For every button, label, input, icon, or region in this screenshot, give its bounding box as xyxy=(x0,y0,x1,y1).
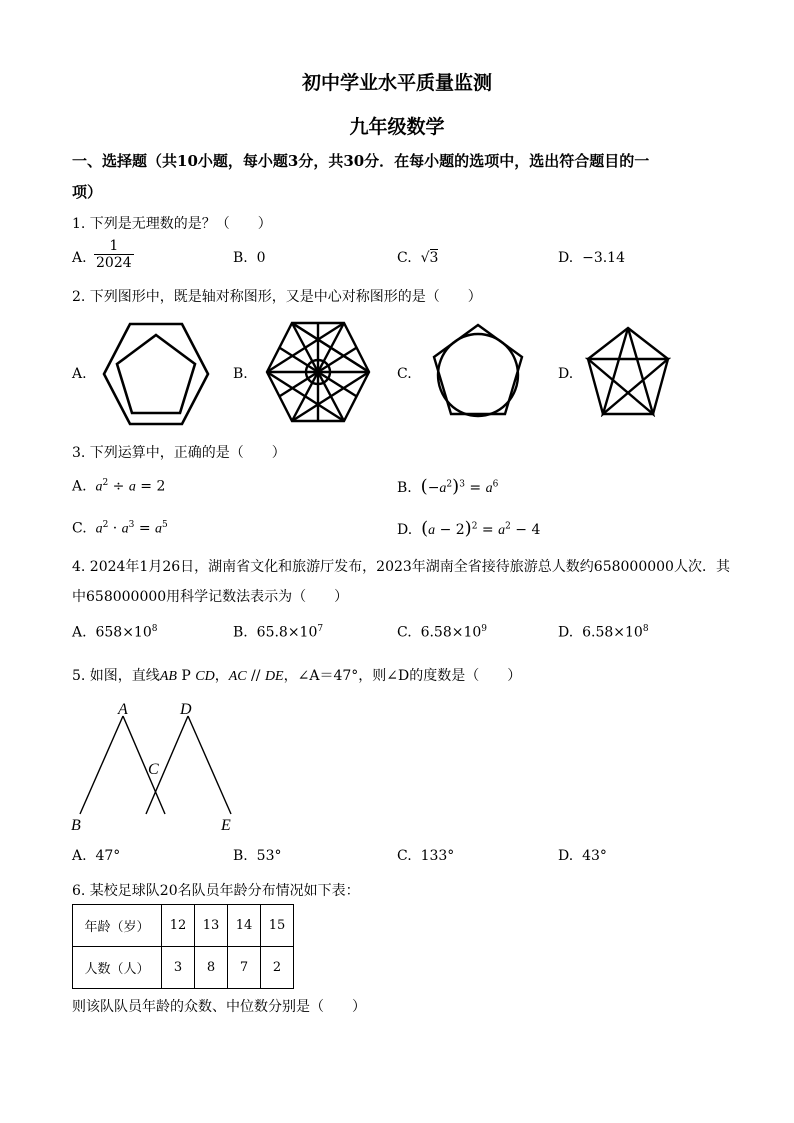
hexagon-pentagon-figure xyxy=(100,322,212,426)
point-b-label: B xyxy=(71,817,81,834)
q1-option-c: C. √3 xyxy=(397,250,439,266)
table-cell: 3 xyxy=(162,947,195,989)
table-cell-header: 年龄（岁） xyxy=(73,905,162,947)
table-row xyxy=(73,947,294,989)
q1-fraction-numerator: 1 xyxy=(109,238,119,254)
q2-option-a-label: A. xyxy=(72,366,87,382)
section-heading-line1: 一、选择题（共10小题，每小题3分，共30分．在每小题的选项中，选出符合题目的一 xyxy=(72,152,650,170)
point-e-label: E xyxy=(221,817,231,834)
q5-option-b: B. 53° xyxy=(233,848,282,864)
q5-option-a: A. 47° xyxy=(72,848,121,864)
q5-stem: 5. 如图，直线AB P CD，AC // DE，∠A＝47°，则∠D的度数是（ ） xyxy=(72,668,522,684)
point-c-label: C xyxy=(148,761,159,778)
q5-option-c: C. 133° xyxy=(397,848,455,864)
page-subtitle: 九年级数学 xyxy=(349,116,445,138)
line-de xyxy=(188,716,231,814)
line-ac xyxy=(123,716,165,814)
pentagon-circle-figure xyxy=(430,322,526,418)
q3-option-b: B. $(-a^2)^3 = a^6$ xyxy=(397,476,499,497)
table-cell: 15 xyxy=(261,905,294,947)
point-d-label: D xyxy=(180,701,192,718)
q1-option-a-label: A. xyxy=(72,250,87,266)
page-title: 初中学业水平质量监测 xyxy=(301,72,492,94)
q1-option-d: D. −3.14 xyxy=(558,250,625,266)
q4-stem-line1: 4. 2024年1月26日，湖南省文化和旅游厅发布，2023年湖南全省接待旅游总人数约658000000人次．其 xyxy=(72,559,730,575)
section-heading-line2: 项） xyxy=(72,183,103,201)
q2-stem: 2. 下列图形中，既是轴对称图形，又是中心对称图形的是（ ） xyxy=(72,289,482,305)
table-cell: 7 xyxy=(228,947,261,989)
age-table xyxy=(72,904,294,989)
q4-option-b: B. $65.8\times 10^7$ xyxy=(233,624,324,641)
q2-option-b-label: B. xyxy=(233,366,248,382)
q6-question: 则该队队员年龄的众数、中位数分别是（ ） xyxy=(72,999,366,1015)
table-cell: 2 xyxy=(261,947,294,989)
q1-option-a-fraction xyxy=(94,238,134,271)
q1-stem: 1. 下列是无理数的是？（ ） xyxy=(72,216,272,232)
hexagon-star-figure xyxy=(264,320,372,424)
line-ab xyxy=(80,716,123,814)
q3-stem: 3. 下列运算中，正确的是（ ） xyxy=(72,445,286,461)
q4-option-c: C. $6.58\times 10^9$ xyxy=(397,624,488,641)
q3-option-d: D. $(a - 2)^2 = a^2 - 4$ xyxy=(397,518,541,539)
point-a-label: A xyxy=(118,701,128,718)
table-cell: 14 xyxy=(228,905,261,947)
q1-option-b: B. 0 xyxy=(233,250,266,266)
q6-stem: 6. 某校足球队20名队员年龄分布情况如下表： xyxy=(72,883,360,899)
table-cell: 13 xyxy=(195,905,228,947)
q2-option-c-label: C. xyxy=(397,366,412,382)
q1-radicand: 3 xyxy=(429,250,439,266)
q3-option-a: A. $a^2 \div a = 2$ xyxy=(72,478,166,495)
q4-option-a: A. $658\times 10^8$ xyxy=(72,624,158,641)
q2-option-d-label: D. xyxy=(558,366,574,382)
table-row xyxy=(73,905,294,947)
q4-stem-line2: 中658000000用科学记数法表示为（ ） xyxy=(72,589,349,605)
q5-option-d: D. 43° xyxy=(558,848,607,864)
q3-option-c: C. $a^2 \cdot a^3 = a^5$ xyxy=(72,520,168,537)
pentagon-pentagram-figure xyxy=(585,325,671,417)
lines-figure xyxy=(68,698,248,838)
q1-fraction-denominator: 2024 xyxy=(96,255,132,271)
table-cell: 8 xyxy=(195,947,228,989)
sqrt-sign-icon: √ xyxy=(420,250,430,266)
q4-option-d: D. $6.58\times 10^8$ xyxy=(558,624,649,641)
table-cell: 12 xyxy=(162,905,195,947)
table-cell-header: 人数（人） xyxy=(73,947,162,989)
